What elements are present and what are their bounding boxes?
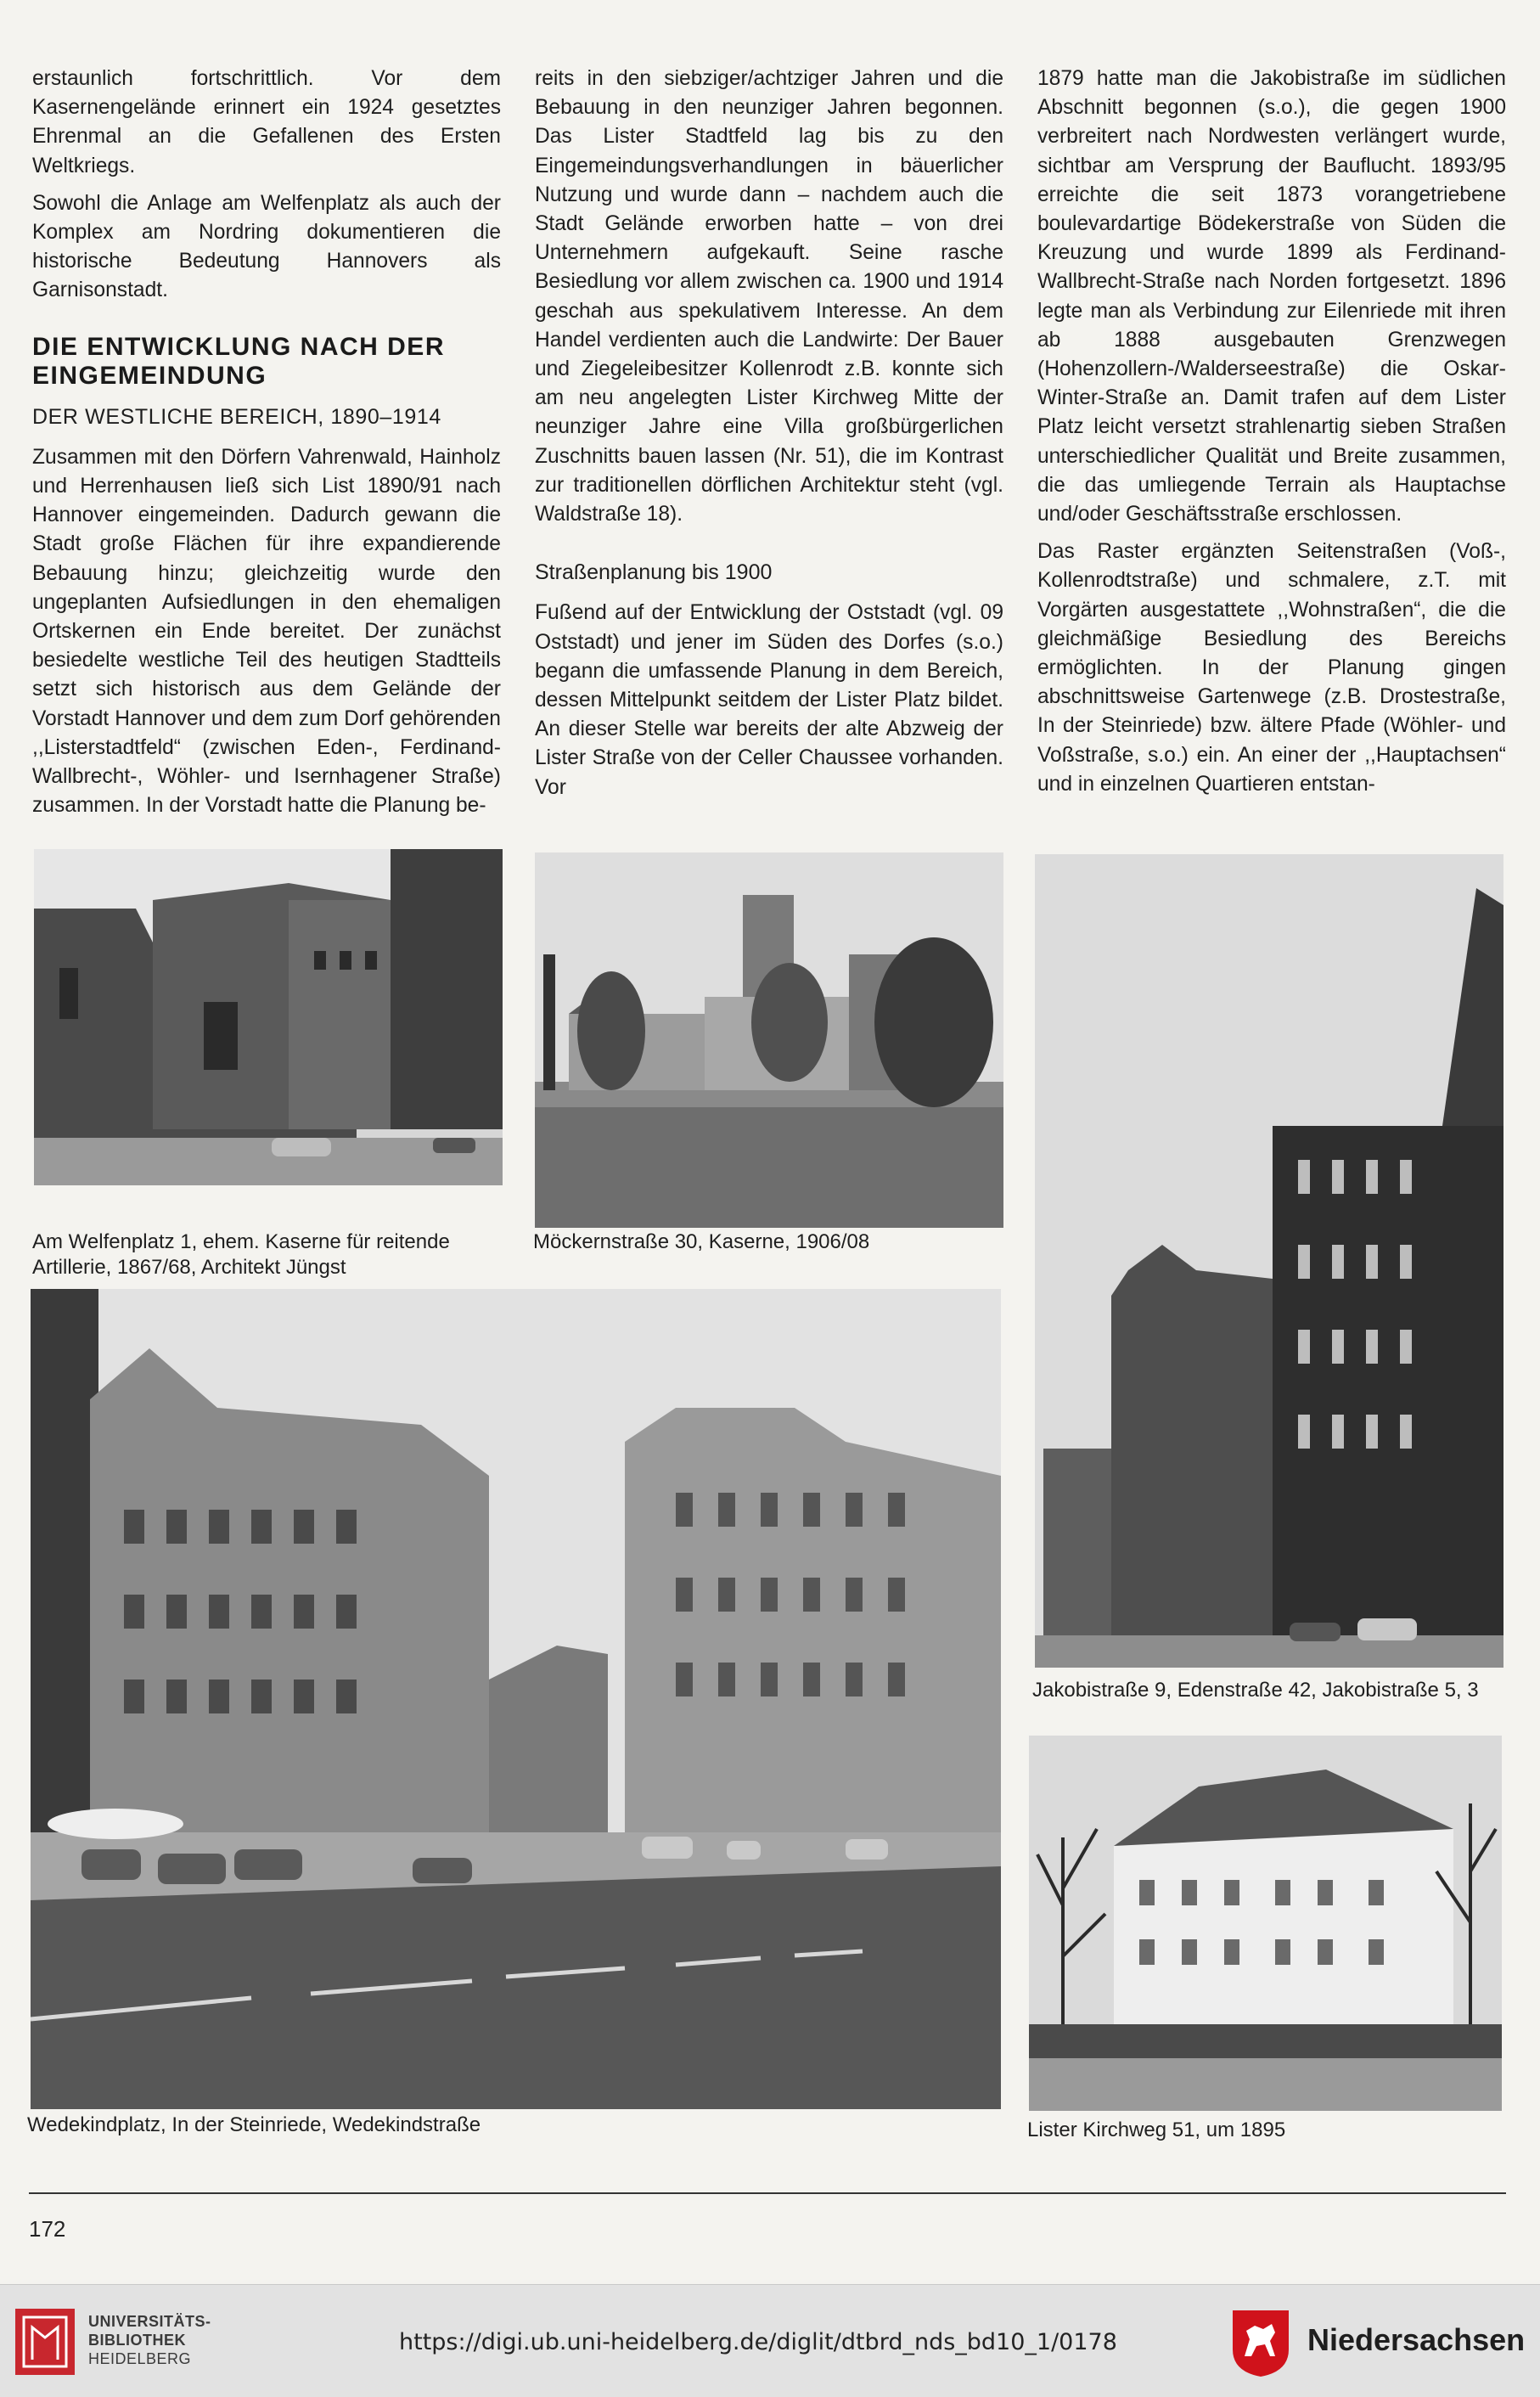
photo-jakobistrasse — [1035, 854, 1503, 1668]
photo-caption: Jakobistraße 9, Edenstraße 42, Jakobistraße 5, 3 — [1032, 1679, 1479, 1702]
university-name: UNIVERSITÄTS- BIBLIOTHEK HEIDELBERG — [88, 2313, 211, 2367]
text-column-2 — [535, 65, 1003, 811]
paragraph: erstaunlich fortschrittlich. Vor dem Kasernengelände erinnert ein 1924 gesetztes Ehrenmal an die Gefallenen des Ersten Weltkriegs. — [32, 67, 501, 177]
viewer-footer — [0, 2284, 1540, 2397]
photo-lister-kirchweg — [1029, 1736, 1502, 2111]
niedersachsen-label: Niedersachsen — [1307, 2322, 1526, 2357]
photo-caption: Am Welfenplatz 1, ehem. Kaserne für reitende Artillerie, 1867/68, Architekt Jüngst — [32, 1230, 450, 1279]
text-column-1 — [32, 65, 501, 829]
permalink-url[interactable]: https://digi.ub.uni-heidelberg.de/diglit/dtbrd_nds_bd10_1/0178 — [399, 2329, 1117, 2355]
photo-welfenplatz-kaserne — [34, 849, 503, 1185]
niedersachsen-horse-logo-icon — [1229, 2307, 1292, 2378]
text-column-3 — [1037, 65, 1506, 807]
paragraph: Das Raster ergänzten Seitenstraßen (Voß-, Kollenrodtstraße) und schmalere, z.T. mit Vorgärten ausgestattete ,,Wohnstraßen“, die die gleichmäßige Besiedlung des Bereichs ermöglichten. In der Planung gingen abschnittsweise Gartenwege (z.B. Drostestraße, In der Steinriede) bzw. ältere Pfade (Wöhler- und Voßstraße, s.o.) ein. An einer der ,,Hauptachsen“ und in einzelnen Quartieren entstan- — [1037, 540, 1506, 796]
heidelberg-logo-icon — [15, 2309, 75, 2375]
photo-caption: Wedekindplatz, In der Steinriede, Wedekindstraße — [27, 2113, 481, 2136]
photo-wedekindplatz — [31, 1289, 1001, 2109]
paragraph: reits in den siebziger/achtziger Jahren und die Bebauung in den neunziger Jahren begonnen. Das Lister Stadtfeld lag bis zu den Eingemeindungsverhandlungen in bäuerlicher Nutzung und wurde dann – nachdem auch die Stadt Gelände erworben hatte – von drei Unternehmern aufgekauft. Seine rasche Besiedlung vor allem zwischen ca. 1900 und 1914 geschah aus spekulativem Interesse. An dem Handel verdienten auch die Landwirte: Der Bauer und Ziegeleibesitzer Kollenrodt z.B. konnte sich am neu angelegten Lister Kirchweg Mitte der neunziger Jahre eine Villa großbürgerlichen Zuschnitts bauen lassen (Nr. 51), die im Kontrast zur traditionellen dörflichen Architektur steht (vgl. Waldstraße 18). — [535, 67, 1003, 526]
paragraph: Sowohl die Anlage am Welfenplatz als auch der Komplex am Nordring dokumentieren die historische Bedeutung Hannovers als Garnisonstadt. — [32, 191, 501, 302]
subsection-heading: DER WESTLICHE BEREICH, 1890–1914 — [32, 404, 441, 429]
paragraph: Fußend auf der Entwicklung der Oststadt (vgl. 09 Oststadt) und jener im Süden des Dorfes (s.o.) begann die umfassende Planung in dem Bereich, dessen Mittelpunkt seitdem der Lister Platz bildet. An dieser Stelle war bereits der alte Abzweig der Lister Straße von der Celler Chaussee vorhanden. Vor — [535, 601, 1003, 799]
photo-caption: Möckernstraße 30, Kaserne, 1906/08 — [533, 1230, 870, 1253]
paragraph: 1879 hatte man die Jakobistraße im südlichen Abschnitt begonnen (s.o.), die gegen 1900 verbreitert nach Nordwesten verlängert wurde, sichtbar am Versprung der Bauflucht. 1893/95 erreichte die seit 1873 vorangetriebene boulevardartige Bödekerstraße von Süden die Kreuzung und wurde 1899 als Ferdinand-Wallbrecht-Straße nach Norden fortgesetzt. 1896 legte man als Verbindung zur Eilenriede mit ihren ab 1888 ausgebauten Grenzwegen (Hohenzollern-/Walderseestraße) die Oskar-Winter-Straße an. Damit trafen auf dem Lister Platz leicht versetzt strahlenartig sieben Straßen unterschiedlicher Qualität und Breite zusammen, die das umliegende Terrain als Hauptachse und/oder Geschäftsstraße erschlossen. — [1037, 67, 1506, 526]
paragraph: Zusammen mit den Dörfern Vahrenwald, Hainholz und Herrenhausen ließ sich List 1890/91 nach Hannover eingemeinden. Dadurch gewann die Stadt große Flächen für ihre expandierende Bebauung hinzu; gleichzeitig wurde den ungeplanten Aufsiedlungen in den ehemaligen Ortskernen ein Ende bereitet. Der zunächst besiedelte westliche Teil des heutigen Stadtteils setzt sich historisch aus dem Gelände der Vorstadt Hannover und dem zum Dorf gehörenden ,,Listerstadtfeld“ (zwischen Eden-, Ferdinand-Wallbrecht-, Wöhler- und Isernhagener Straße) zusammen. In der Vorstadt hatte die Planung be- — [32, 445, 501, 818]
footer-rule — [29, 2192, 1506, 2194]
subsection-heading: Straßenplanung bis 1900 — [535, 560, 773, 585]
photo-caption: Lister Kirchweg 51, um 1895 — [1027, 2118, 1286, 2141]
photo-moeckernstrasse-kaserne — [535, 852, 1003, 1228]
page-number: 172 — [29, 2216, 66, 2242]
section-heading: DIE ENTWICKLUNG NACH DER EINGEMEINDUNG — [32, 332, 445, 390]
